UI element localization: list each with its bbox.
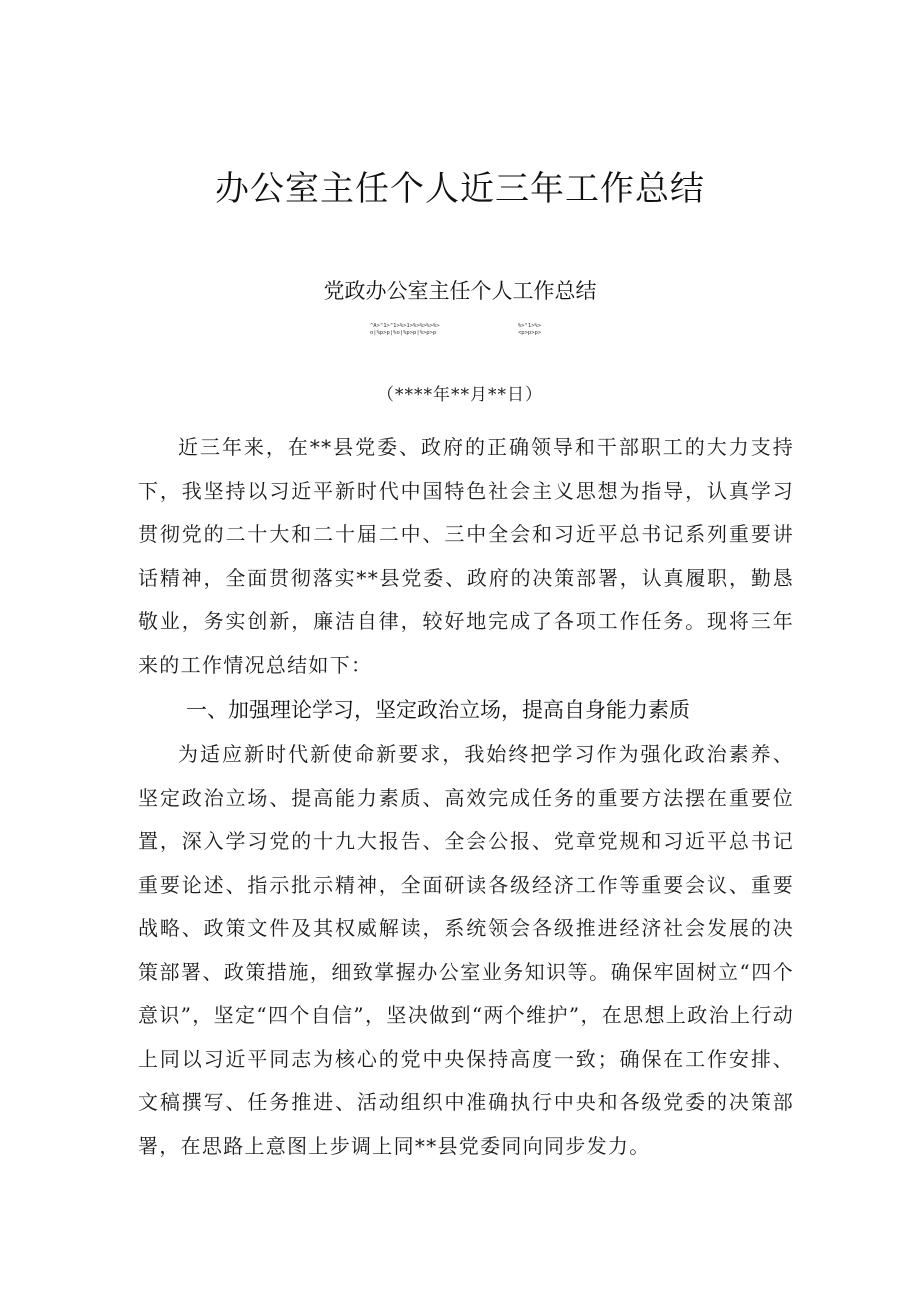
garbled-line: %>"1>%> [518,323,542,329]
section-1-paragraph: 为适应新时代新使命新要求，我始终把学习作为强化政治素养、坚定政治立场、提高能力素质、高效完成任务的重要方法摆在重要位置，深入学习党的十九大报告、全会公报、党章党规和习近平总书记重要论述、指示批示精神，全面研读各级经济工作等重要会议、重要战略、政策文件及其权威解读，系统领会各级推进经济社会发展的决策部署、政策措施，细致掌握办公室业务知识等。确保牢固树立“四个意识”，坚定“四个自信”，坚决做到“两个维护”，在思想上政治上行动上同以习近平同志为核心的党中央保持高度一致；确保在工作安排、文稿撰写、任务推进、活动组织中准确执行中央和各级党委的决策部署，在思路上意图上步调上同**县党委同向同步发力。 [138,742,794,1158]
garbled-text-left [370,323,496,337]
document-title: 办公室主任个人近三年工作总结 [215,169,705,209]
garbled-text-right [518,323,562,337]
intro-paragraph: 近三年来，在**县党委、政府的正确领导和干部职工的大力支持下，我坚持以习近平新时代中国特色社会主义思想为指导，认真学习贯彻党的二十大和二十届二中、三中全会和习近平总书记系列重要讲话精神，全面贯彻落实**县党委、政府的决策部署，认真履职，勤恳敬业，务实创新，廉洁自律，较好地完成了各项工作任务。现将三年来的工作情况总结如下： [138,435,794,677]
document-date: （****年**月**日） [377,385,543,405]
section-heading-1: 一、加强理论学习，坚定政治立场，提高自身能力素质 [186,698,690,722]
garbled-line: ^A>"1>"1>%>1>%>%>%>%> [370,323,440,329]
garbled-line: <p>p>p> [518,330,542,336]
garbled-line: o|%p>p|%o|%p>p|%>p>p [370,330,437,336]
document-subtitle: 党政办公室主任个人工作总结 [323,279,597,303]
